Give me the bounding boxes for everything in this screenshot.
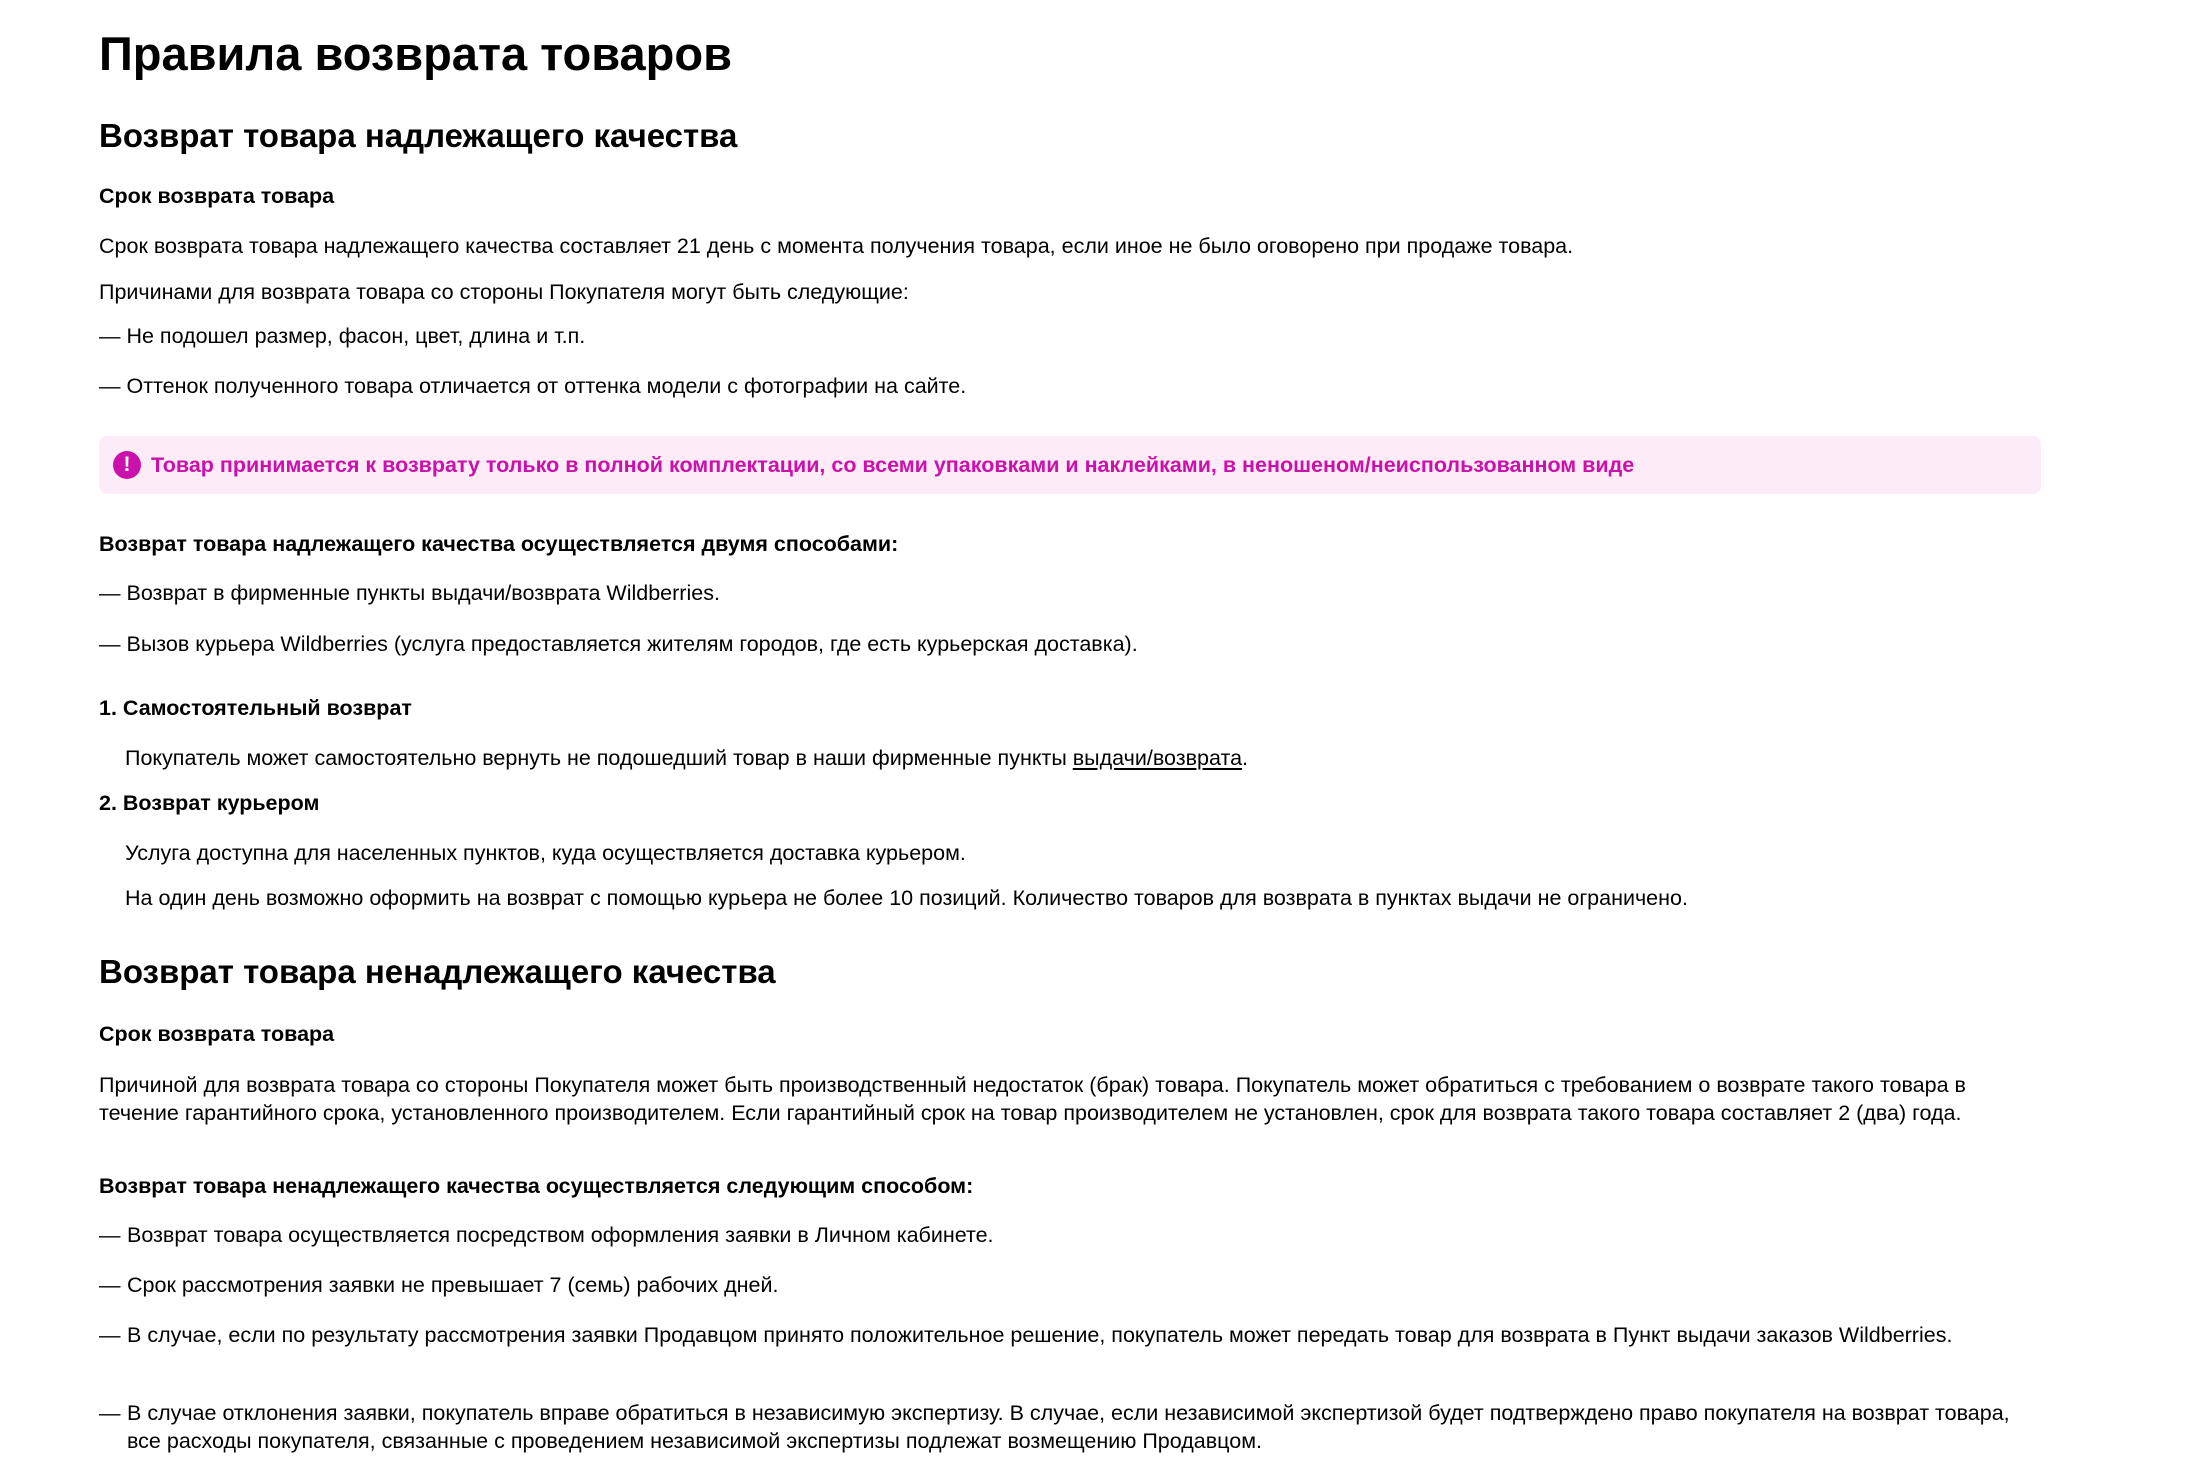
defect-step-item <box>99 1399 2029 1455</box>
term-heading: Срок возврата товара <box>99 184 335 208</box>
exclamation-icon: ! <box>113 451 141 479</box>
return-condition-alert <box>99 436 2041 494</box>
defect-step-text: В случае отклонения заявки, покупатель вправе обратиться в независимую экспертизу. В случае, если независимой экспертизой будет подтверждено право покупателя на возврат товара, все расходы покупателя, связанные с проведением независимой экспертизы подлежат возмещению Продавцом. <box>127 1401 2010 1453</box>
method-item: — Возврат в фирменные пункты выдачи/возврата Wildberries. <box>99 581 720 605</box>
defect-term-text: Причиной для возврата товара со стороны Покупателя может быть производственный недостаток (брак) товара. Покупатель может обратиться с требованием о возврате такого товара в течение гарантийного срока, установленного производителем. Если гарантийный срок на товар производителем не установлен, срок для возврата такого товара составляет 2 (два) года. <box>99 1073 1966 1125</box>
defect-methods-heading: Возврат товара ненадлежащего качества осуществляется следующим способом: <box>99 1174 974 1198</box>
section-heading-proper-quality: Возврат товара надлежащего качества <box>99 117 738 154</box>
defect-step-item <box>99 1321 2029 1349</box>
courier-return-limit-text: На один день возможно оформить на возврат с помощью курьера не более 10 позиций. Количество товаров для возврата в пунктах выдачи не ограничено. <box>125 886 1688 910</box>
self-return-text-end: . <box>1242 746 1249 770</box>
courier-return-heading: 2. Возврат курьером <box>99 791 320 815</box>
self-return-heading: 1. Самостоятельный возврат <box>99 696 412 720</box>
section-heading-improper-quality: Возврат товара ненадлежащего качества <box>99 953 776 990</box>
alert-text: Товар принимается к возврату только в полной комплектации, со всеми упаковками и наклейками, в неношеном/неиспользованном виде <box>151 453 1635 477</box>
reason-item: — Оттенок полученного товара отличается от оттенка модели с фотографии на сайте. <box>99 374 967 398</box>
term-text: Срок возврата товара надлежащего качества составляет 21 день с момента получения товара, если иное не было оговорено при продаже товара. <box>99 234 1574 258</box>
page-title: Правила возврата товаров <box>99 27 732 80</box>
pickup-points-link[interactable]: выдачи/возврата <box>1072 746 1243 770</box>
self-return-text-start: Покупатель может самостоятельно вернуть не подошедший товар в наши фирменные пункты <box>125 746 1073 770</box>
method-item: — Вызов курьера Wildberries (услуга предоставляется жителям городов, где есть курьерская доставка). <box>99 632 1138 656</box>
self-return-text <box>125 744 1248 772</box>
term-heading: Срок возврата товара <box>99 1022 335 1046</box>
dash: — <box>99 1323 121 1347</box>
reason-item: — Не подошел размер, фасон, цвет, длина и т.п. <box>99 324 586 348</box>
reasons-intro: Причинами для возврата товара со стороны Покупателя могут быть следующие: <box>99 280 909 304</box>
courier-return-text: Услуга доступна для населенных пунктов, куда осуществляется доставка курьером. <box>125 841 966 865</box>
dash: — <box>99 1223 121 1247</box>
defect-step-text: В случае, если по результату рассмотрения заявки Продавцом принято положительное решение, покупатель может передать товар для возврата в Пункт выдачи заказов Wildberries. <box>127 1323 1953 1347</box>
defect-step-text: Срок рассмотрения заявки не превышает 7 (семь) рабочих дней. <box>127 1273 779 1297</box>
defect-step-text: Возврат товара осуществляется посредством оформления заявки в Личном кабинете. <box>127 1223 994 1247</box>
methods-heading: Возврат товара надлежащего качества осуществляется двумя способами: <box>99 532 899 556</box>
defect-step-item <box>99 1271 2029 1299</box>
dash: — <box>99 1273 121 1297</box>
dash: — <box>99 1401 121 1425</box>
defect-step-item <box>99 1221 2029 1249</box>
